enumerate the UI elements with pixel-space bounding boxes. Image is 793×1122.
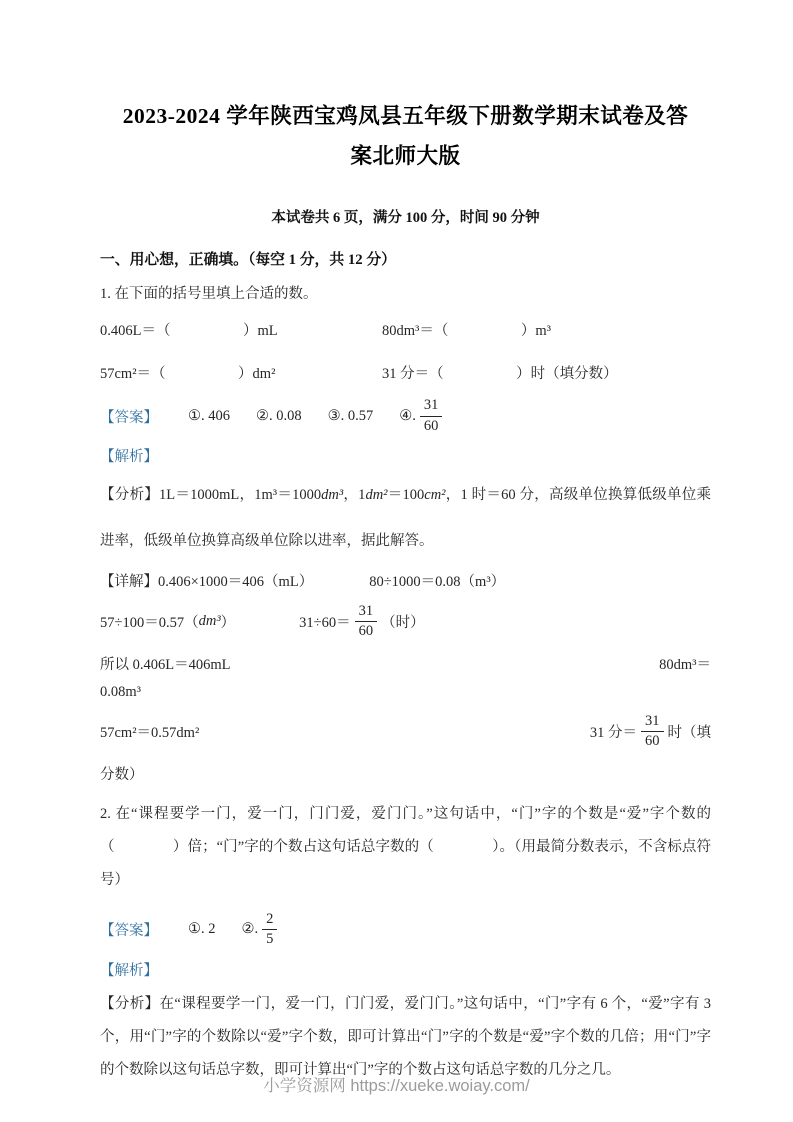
q1-analysis-label: 【解析】 — [100, 449, 158, 465]
q1-conclusion-left: 所以 0.406L＝406mL — [100, 656, 231, 673]
text-segment: 80÷1000＝0.08（m³） — [369, 574, 506, 590]
title-line-2: 案北师大版 — [350, 144, 461, 168]
q1-answer-line — [100, 395, 711, 437]
q1-detail-line-1 — [100, 570, 711, 591]
q2-answer-items — [188, 909, 281, 951]
q1-detail-line-3 — [100, 653, 711, 674]
q2-answer-line — [100, 909, 711, 951]
text-segment: cm² — [424, 487, 446, 503]
footer — [0, 1072, 793, 1096]
text-segment: dm² — [365, 487, 388, 503]
text-segment: （时） — [381, 615, 425, 632]
q1-conclusion-right: 80dm³＝ — [659, 656, 711, 673]
q1-answer-label: 【答案】 — [100, 409, 158, 426]
q1-conclusion-line5-left: 57cm²＝0.57dm² — [100, 725, 200, 742]
text-segment: ①. 2 — [188, 921, 216, 938]
text-segment: ，1 — [343, 487, 366, 503]
text-segment: 31÷60＝ — [299, 615, 351, 632]
text-segment: ②. — [241, 921, 259, 938]
q1-detail-line-5 — [100, 711, 711, 753]
text-segment: 【详解】0.406×1000＝406（mL） — [100, 574, 314, 590]
text-segment: dm³ — [321, 487, 344, 503]
q1-blank-1: 0.406L＝（ ）mL — [100, 323, 278, 339]
exam-info: 本试卷共 6 页，满分 100 分，时间 90 分钟 — [271, 210, 540, 226]
title-line-1: 2023-2024 学年陕西宝鸡凤县五年级下册数学期末试卷及答 — [122, 104, 689, 128]
document-title — [100, 96, 711, 176]
q1-blank-2: 80dm³＝（ ）m³ — [382, 323, 552, 339]
q1-detail-line-4 — [100, 684, 711, 701]
q2-answer-label: 【答案】 — [100, 923, 158, 940]
q2-analysis-paragraph: 【分析】在“课程要学一门，爱一门，门门爱，爱门门。”这句话中，“门”字有 6 个，“爱”字有 3 个，用“门”字的个数除以“爱”字个数，即可计算出“门”字的个数是“爱”字个数的几倍；用“门”字的个数除以这句话总字数，即可计算出“门”字的个数占这句话总字数的几分之几。 — [100, 995, 711, 1078]
fraction: $\frac{31}{60}$ — [355, 603, 378, 641]
q1-answer-items — [188, 395, 446, 437]
text-segment: dm³ — [198, 613, 221, 630]
text-segment: ②. 0.08 — [256, 407, 302, 424]
text-segment: ①. 406 — [188, 407, 230, 424]
footer-site-link[interactable]: 小学资源网 https://xueke.woiay.com/ — [263, 1077, 530, 1095]
q1-stem: 1. 在下面的括号里填上合适的数。 — [100, 286, 318, 302]
q1-blank-4: 31 分＝（ ）时（填分数） — [382, 366, 618, 382]
q1-detail-line-6 — [100, 763, 711, 784]
section-1-heading: 一、用心想，正确填。（每空 1 分，共 12 分） — [100, 252, 396, 268]
text-segment: 57÷100＝0.57（ — [100, 615, 199, 632]
fraction: $\frac{31}{60}$ — [641, 713, 664, 751]
fraction: $\frac{31}{60}$ — [420, 397, 443, 435]
q1-conclusion-line5-right — [590, 711, 711, 753]
text-segment: ，1 时＝60 分，高级单位换算低级单位乘进率，低级单位换算高级单位除以进率，据此解答。 — [100, 487, 712, 549]
text-segment: ＝100 — [387, 487, 425, 503]
q1-detail-line-2 — [100, 601, 711, 643]
q1-blank-3: 57cm²＝（ ）dm² — [100, 366, 276, 382]
text-segment: ④. — [399, 407, 416, 424]
q2-analysis-label: 【解析】 — [100, 962, 158, 979]
q1-blank-grid — [100, 319, 711, 383]
q1-analysis-paragraph — [100, 472, 711, 564]
text-segment: ③. 0.57 — [327, 407, 374, 424]
q2-stem: 2. 在“课程要学一门，爱一门，门门爱，爱门门。”这句话中，“门”字的个数是“爱”字个数的（ ）倍；“门”字的个数占这句话总字数的（ ）。（用最简分数表示，不含标点符号） — [100, 805, 711, 888]
text-segment: 时（填 — [667, 725, 711, 742]
q1-conclusion-line6: 分数） — [100, 766, 144, 783]
text-segment: 【分析】1L＝1000mL，1m³＝1000 — [100, 487, 322, 503]
text-segment: ） — [220, 615, 236, 632]
text-segment: 31 分＝ — [589, 725, 637, 742]
fraction: $\frac{2}{5}$ — [262, 911, 277, 949]
q1-conclusion-continued: 0.08m³ — [100, 683, 142, 700]
